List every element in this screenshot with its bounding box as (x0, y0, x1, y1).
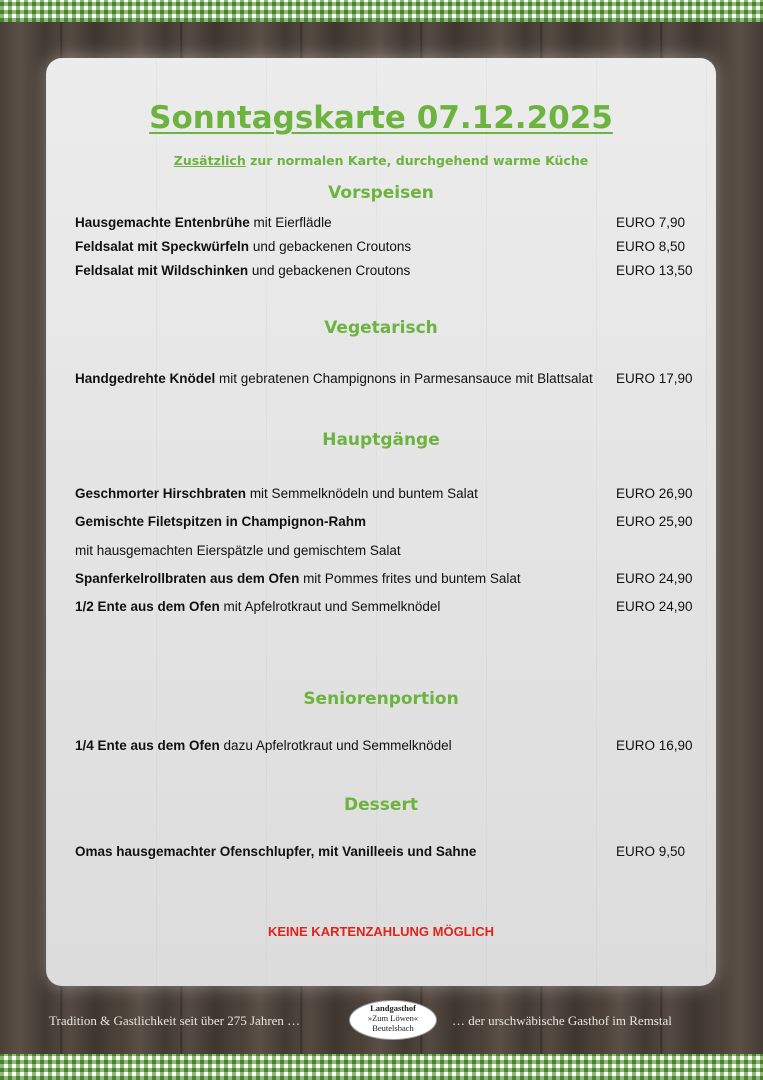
item-description: und gebackenen Croutons (249, 239, 412, 254)
menu-card (46, 58, 716, 986)
page-title: Sonntagskarte 07.12.2025 (149, 100, 613, 136)
menu-item (75, 844, 695, 862)
footer-tagline-right: … der urschwäbische Gasthof im Remstal (452, 1013, 672, 1028)
item-name: Spanferkelrollbraten aus dem Ofen (75, 571, 300, 586)
item-description: mit gebratenen Champignons in Parmesansauce mit Blattsalat (215, 371, 593, 386)
item-description: mit Pommes frites und buntem Salat (299, 571, 521, 586)
payment-notice: KEINE KARTENZAHLUNG MÖGLICH (267, 924, 495, 939)
logo-line-2: »Zum Löwen« (367, 1013, 419, 1023)
gingham-border-top (0, 0, 763, 22)
menu-item (75, 571, 695, 589)
menu-item (75, 371, 695, 389)
subtitle-rest: zur normalen Karte, durchgehend warme Küche (245, 153, 589, 168)
item-description: und gebackenen Croutons (248, 263, 411, 278)
menu-item (75, 239, 695, 257)
item-name: Omas hausgemachter Ofenschlupfer, mit Vanilleeis und Sahne (75, 844, 477, 859)
menu-item (75, 263, 695, 281)
item-price: EURO 13,50 (616, 263, 693, 278)
item-price: EURO 25,90 (616, 514, 693, 529)
item-price: EURO 7,90 (616, 215, 686, 230)
item-description: mit Apfelrotkraut und Semmelknödel (219, 599, 441, 614)
item-price: EURO 16,90 (616, 738, 693, 753)
item-name: Hausgemachte Entenbrühe (75, 215, 250, 230)
item-name: Gemischte Filetspitzen in Champignon-Rahm (75, 514, 367, 529)
subtitle-underlined: Zusätzlich (173, 153, 246, 168)
item-name: Geschmorter Hirschbraten (75, 486, 247, 501)
gasthof-logo (349, 1000, 437, 1040)
item-name: 1/2 Ente aus dem Ofen (75, 599, 220, 614)
item-name: Handgedrehte Knödel (75, 371, 216, 386)
menu-item (75, 215, 695, 233)
item-price: EURO 26,90 (616, 486, 693, 501)
item-description: mit hausgemachten Eierspätzle und gemischtem Salat (75, 543, 401, 558)
section-heading-dessert: Dessert (344, 795, 418, 815)
item-description: mit Semmelknödeln und buntem Salat (246, 486, 478, 501)
logo-line-1: Landgasthof (370, 1003, 416, 1013)
item-name: Feldsalat mit Wildschinken (75, 263, 249, 278)
section-heading-hauptgaenge: Hauptgänge (322, 430, 440, 450)
logo-line-3: Beutelsbach (372, 1023, 414, 1033)
item-price: EURO 24,90 (616, 571, 693, 586)
subtitle (46, 153, 716, 168)
item-price: EURO 8,50 (616, 239, 686, 254)
item-description: dazu Apfelrotkraut und Semmelknödel (219, 738, 452, 753)
menu-item (75, 738, 695, 756)
section-heading-vegetarisch: Vegetarisch (324, 318, 438, 338)
item-price: EURO 17,90 (616, 371, 693, 386)
section-heading-seniorenportion: Seniorenportion (303, 689, 459, 709)
item-price: EURO 24,90 (616, 599, 693, 614)
menu-item (75, 599, 695, 617)
item-name: Feldsalat mit Speckwürfeln (75, 239, 250, 254)
menu-item (75, 514, 695, 532)
footer-tagline-left: Tradition & Gastlichkeit seit über 275 Jahren … (49, 1013, 301, 1028)
item-price: EURO 9,50 (616, 844, 686, 859)
gingham-border-bottom (0, 1054, 763, 1080)
menu-item (75, 486, 695, 504)
section-heading-vorspeisen: Vorspeisen (328, 183, 434, 203)
menu-item-continuation (75, 543, 695, 561)
item-name: 1/4 Ente aus dem Ofen (75, 738, 220, 753)
item-description: mit Eierflädle (249, 215, 332, 230)
